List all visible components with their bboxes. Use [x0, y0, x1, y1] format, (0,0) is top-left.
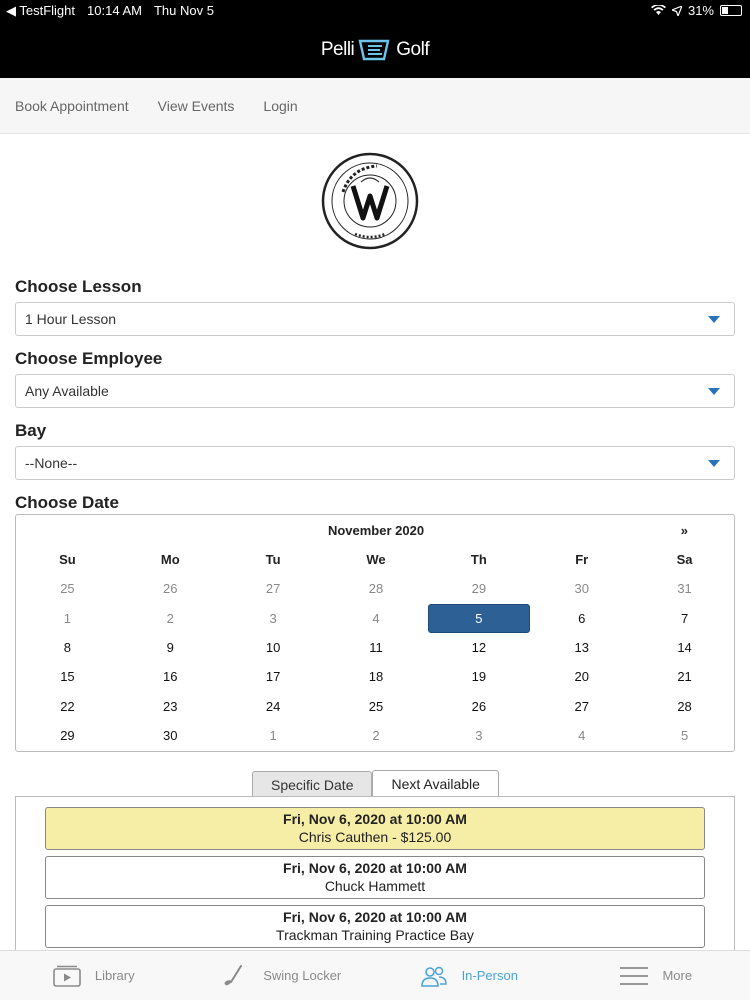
nav-book-appointment[interactable]: Book Appointment — [15, 97, 129, 114]
bay-select-value: --None-- — [25, 455, 78, 471]
tab-specific-date[interactable]: Specific Date — [252, 771, 372, 797]
calendar-day-number: 16 — [163, 669, 178, 685]
slot-item[interactable] — [45, 905, 705, 948]
availability-tabs — [252, 771, 499, 797]
calendar-day-number: 25 — [368, 698, 384, 714]
calendar-weekday-header: We — [366, 552, 386, 568]
calendar-day-number: 29 — [60, 727, 75, 743]
calendar-day[interactable] — [325, 574, 428, 603]
choose-lesson-label: Choose Lesson — [15, 277, 142, 296]
calendar-day-number: 4 — [372, 610, 380, 626]
calendar-day-number: 30 — [163, 727, 178, 743]
chevron-down-icon — [708, 316, 720, 323]
calendar-day[interactable] — [16, 604, 119, 633]
app-header — [0, 22, 750, 78]
calendar-weekday-header: Mo — [160, 552, 180, 568]
slot-item[interactable] — [45, 856, 705, 899]
calendar-day[interactable] — [16, 662, 119, 691]
battery-percent: 31% — [687, 3, 714, 18]
calendar-weekday-header: Su — [59, 552, 76, 568]
chevron-down-icon — [708, 388, 720, 395]
calendar-day[interactable] — [16, 633, 119, 662]
calendar-day-number: 3 — [269, 610, 277, 626]
calendar-day[interactable] — [530, 604, 633, 633]
calendar-day-number: 25 — [60, 581, 75, 597]
calendar-day-number: 28 — [368, 581, 384, 597]
calendar-day[interactable] — [427, 633, 530, 662]
calendar-day-number: 2 — [372, 727, 380, 743]
calendar-day[interactable] — [16, 574, 119, 603]
chevron-down-icon — [708, 460, 720, 467]
calendar-day-number: 7 — [680, 610, 689, 626]
tab-library-label: Library — [94, 968, 135, 983]
slot-datetime: Fri, Nov 6, 2020 at 10:00 AM — [283, 811, 467, 827]
calendar-day[interactable] — [325, 691, 428, 720]
choose-date-label: Choose Date — [15, 493, 119, 512]
nav-login[interactable]: Login — [263, 97, 298, 114]
calendar-day[interactable] — [633, 604, 736, 633]
calendar-day-number: 31 — [677, 581, 692, 597]
wifi-icon — [651, 5, 666, 16]
calendar-day[interactable] — [633, 633, 736, 662]
calendar-day[interactable] — [119, 604, 222, 633]
calendar-day-number: 14 — [677, 640, 692, 656]
calendar-day-number: 4 — [578, 727, 586, 743]
calendar-day-number: 3 — [475, 727, 483, 743]
calendar-next-month-button[interactable]: » — [680, 523, 688, 538]
calendar-day[interactable] — [530, 691, 633, 720]
calendar-day-number: 15 — [60, 669, 75, 685]
calendar-day-number: 10 — [265, 640, 281, 656]
calendar-day-number: 21 — [677, 669, 692, 685]
calendar-weekday-header: Sa — [676, 552, 693, 568]
calendar-day[interactable] — [119, 691, 222, 720]
calendar-day[interactable] — [530, 633, 633, 662]
calendar-day-number: 22 — [60, 698, 75, 714]
bay-select[interactable] — [15, 446, 735, 480]
brand-right: Golf — [396, 39, 430, 60]
calendar-day[interactable] — [427, 574, 530, 603]
status-date: Thu Nov 5 — [153, 3, 214, 18]
bottom-tab-bar — [0, 950, 750, 1000]
slot-datetime: Fri, Nov 6, 2020 at 10:00 AM — [283, 860, 467, 876]
bay-label: Bay — [15, 421, 47, 440]
date-calendar — [15, 514, 735, 752]
calendar-day-number: 26 — [471, 698, 487, 714]
calendar-day-selected[interactable] — [427, 604, 530, 633]
calendar-day-number: 11 — [369, 640, 383, 656]
calendar-day[interactable] — [325, 633, 428, 662]
choose-employee-label: Choose Employee — [15, 349, 163, 368]
calendar-day-number: 20 — [574, 669, 589, 685]
calendar-day[interactable] — [222, 691, 325, 720]
calendar-day-number: 6 — [578, 610, 586, 626]
back-to-testflight-link[interactable]: ◀ TestFlight — [6, 3, 76, 18]
video-library-icon — [53, 965, 81, 987]
calendar-day[interactable] — [633, 574, 736, 603]
lesson-select[interactable] — [15, 302, 735, 336]
calendar-day-number: 28 — [677, 698, 692, 714]
calendar-month-title: November 2020 — [327, 523, 425, 538]
calendar-day-number: 5 — [428, 604, 530, 633]
calendar-day[interactable] — [530, 721, 633, 750]
tab-more-label: More — [662, 968, 693, 983]
slot-item[interactable] — [45, 807, 705, 850]
calendar-day-number: 2 — [166, 610, 174, 626]
calendar-day[interactable] — [325, 662, 428, 691]
pelli-golf-logo — [321, 38, 429, 62]
calendar-day[interactable] — [119, 662, 222, 691]
nav-view-events[interactable]: View Events — [157, 97, 235, 114]
calendar-day[interactable] — [325, 604, 428, 633]
tab-swing-locker-label: Swing Locker — [263, 968, 342, 983]
calendar-day[interactable] — [119, 721, 222, 750]
calendar-day[interactable] — [427, 721, 530, 750]
tab-in-person[interactable] — [375, 951, 563, 1000]
tab-swing-locker[interactable] — [188, 951, 376, 1000]
westhaven-golf-club-logo — [321, 152, 419, 250]
tab-more[interactable] — [563, 951, 750, 1000]
calendar-day[interactable] — [119, 633, 222, 662]
calendar-day-number: 29 — [471, 581, 487, 597]
calendar-weekday-header: Tu — [265, 552, 281, 568]
calendar-day-number: 9 — [166, 640, 174, 656]
tab-library[interactable] — [0, 951, 188, 1000]
top-nav — [0, 78, 750, 134]
brand-left: Pelli — [320, 39, 355, 60]
calendar-day[interactable] — [633, 662, 736, 691]
calendar-day-number: 30 — [574, 581, 589, 597]
calendar-day-number: 24 — [265, 698, 281, 714]
calendar-day[interactable] — [222, 721, 325, 750]
calendar-day-number: 1 — [63, 610, 72, 626]
calendar-day-number: 19 — [471, 669, 487, 685]
golf-club-icon — [221, 965, 249, 987]
pelli-logo-mark-icon — [358, 38, 392, 62]
calendar-day[interactable] — [530, 662, 633, 691]
people-icon — [420, 965, 448, 987]
battery-icon — [720, 5, 742, 16]
calendar-day-number: 17 — [265, 669, 281, 685]
calendar-day-number: 27 — [265, 581, 281, 597]
slot-detail: Chris Cauthen - $125.00 — [298, 829, 452, 845]
calendar-day-number: 23 — [163, 698, 178, 714]
calendar-day-number: 12 — [471, 640, 487, 656]
calendar-day-number: 5 — [680, 727, 689, 743]
calendar-day-number: 1 — [269, 727, 277, 743]
calendar-day[interactable] — [222, 574, 325, 603]
slot-datetime: Fri, Nov 6, 2020 at 10:00 AM — [283, 909, 467, 925]
calendar-day[interactable] — [222, 662, 325, 691]
calendar-day[interactable] — [16, 721, 119, 750]
calendar-day[interactable] — [633, 721, 736, 750]
tab-in-person-label: In-Person — [461, 968, 518, 983]
lesson-select-value: 1 Hour Lesson — [25, 311, 117, 327]
calendar-day[interactable] — [119, 574, 222, 603]
tab-next-available[interactable]: Next Available — [372, 770, 498, 797]
calendar-day-number: 18 — [368, 669, 384, 685]
status-bar — [0, 0, 750, 22]
calendar-weekday-header: Th — [470, 552, 487, 568]
slot-detail: Trackman Training Practice Bay — [276, 927, 474, 943]
available-slots-list — [15, 796, 735, 956]
calendar-day-number: 13 — [574, 640, 589, 656]
calendar-day-number: 27 — [574, 698, 589, 714]
calendar-day[interactable] — [222, 604, 325, 633]
calendar-day[interactable] — [427, 691, 530, 720]
calendar-day[interactable] — [325, 721, 428, 750]
employee-select-value: Any Available — [25, 383, 109, 399]
calendar-day[interactable] — [633, 691, 736, 720]
location-arrow-icon — [672, 6, 682, 16]
calendar-day[interactable] — [16, 691, 119, 720]
slot-detail: Chuck Hammett — [324, 878, 426, 894]
calendar-day[interactable] — [222, 633, 325, 662]
calendar-day-number: 26 — [163, 581, 178, 597]
calendar-day[interactable] — [530, 574, 633, 603]
hamburger-menu-icon — [620, 965, 648, 987]
status-time: 10:14 AM — [87, 3, 142, 18]
calendar-day-number: 8 — [63, 640, 72, 656]
calendar-grid — [16, 545, 736, 750]
calendar-day[interactable] — [427, 662, 530, 691]
employee-select[interactable] — [15, 374, 735, 408]
calendar-weekday-header: Fr — [575, 552, 589, 568]
